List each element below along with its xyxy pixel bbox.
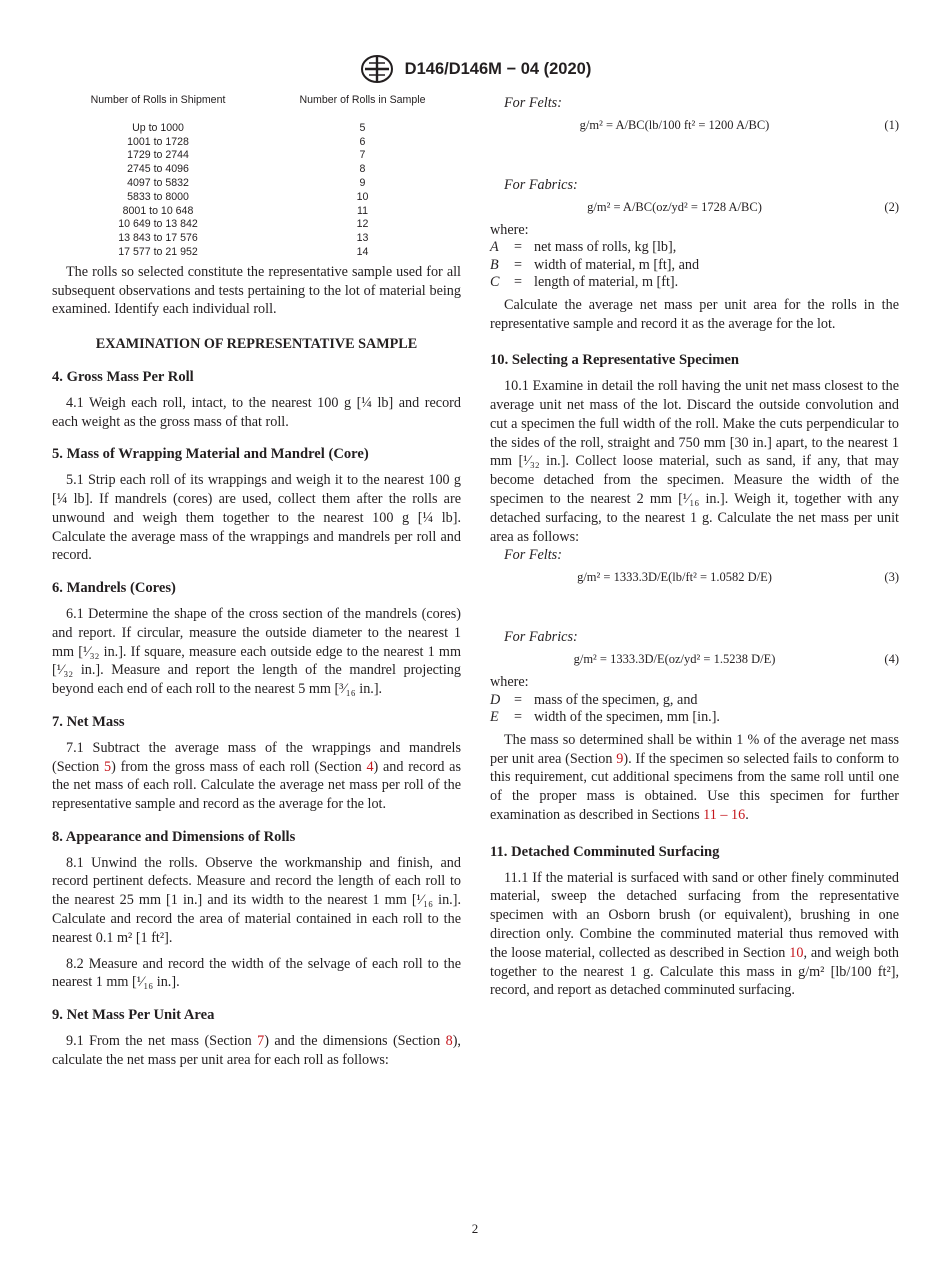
- section-4-title: 4. Gross Mass Per Roll: [52, 368, 194, 385]
- table-row: 1729 to 2744 7: [127, 149, 366, 162]
- for-felts-label: For Felts:: [504, 95, 562, 111]
- for-fabrics-label: For Fabrics:: [504, 176, 578, 193]
- section-8-title: 8. Appearance and Dimensions of Rolls: [52, 828, 296, 845]
- section-11-title: 11. Detached Comminuted Surfacing: [490, 843, 720, 860]
- section-4-1: 4.1 Weigh each roll, intact, to the nearest 100 g [¼ lb] and record each weight as the gross mass of that roll.: [52, 394, 461, 430]
- left-column: [52, 94, 461, 1070]
- page-number: 2: [471, 1221, 479, 1236]
- section-11-1: 11.1 If the material is surfaced with sand or other finely comminuted material, sweep the detached surfacing from the representative specimen with an Osborn brush (or equivalent), brushing in one direction only. Combine the comminuted material thus removed with the loose material, collected as described in Section 10, and weigh both together to the nearest 1 g. Calculate this mass in g/m² [lb/100 ft²], record, and report as detached comminuted surfacing.: [490, 869, 899, 999]
- definition-d: D = mass of the specimen, g, and: [490, 691, 698, 708]
- section-8-link[interactable]: 8: [445, 1033, 453, 1050]
- table-row: 5833 to 8000 10: [127, 190, 369, 203]
- table-header-shipment: Number of Rolls in Shipment: [90, 94, 226, 106]
- section-4-link[interactable]: 4: [366, 758, 374, 775]
- table-row: 4097 to 5832 9: [127, 176, 366, 189]
- where-label-1: where:: [490, 221, 529, 238]
- section-5-title: 5. Mass of Wrapping Material and Mandrel (Core): [52, 446, 369, 463]
- equation-3-formula: g/m² = 1333.3D/E(lb/ft² = 1.0582 D/E): [577, 570, 772, 585]
- definition-a: A = net mass of rolls, kg [lb],: [490, 239, 677, 256]
- table-row: 8001 to 10 648 11: [122, 204, 368, 217]
- equation-4-formula: g/m² = 1333.3D/E(oz/yd² = 1.5238 D/E): [573, 652, 776, 667]
- definition-b: B = width of material, m [ft], and: [490, 256, 700, 273]
- equation-3: [490, 568, 899, 587]
- table-row: 17 577 to 21 952 14: [118, 245, 369, 258]
- section-5-link[interactable]: 5: [104, 758, 112, 775]
- astm-logo-icon: [359, 54, 395, 84]
- section-9-title: 9. Net Mass Per Unit Area: [52, 1007, 215, 1024]
- table-row: 10 649 to 13 842 12: [118, 218, 369, 231]
- section-9-1: 9.1 From the net mass (Section 7) and the dimensions (Section 8), calculate the net mass per unit area for each roll as follows:: [52, 1033, 461, 1068]
- calc-average-paragraph: Calculate the average net mass per unit area for the rolls in the representative sample and record it as the average for the lot.: [490, 296, 899, 332]
- section-8-1: 8.1 Unwind the rolls. Observe the workmanship and finish, and record pertinent defects. Measure and record the length of each roll to the nearest 25 mm [1 in.] and its width to the nearest 1 mm [¹⁄₁₆ in.]. Calculate and record the area of material contained in each roll to the nearest 0.1 m² [1 ft²].: [52, 854, 461, 946]
- equation-4-number: (4): [884, 652, 899, 667]
- table-header-sample: Number of Rolls in Sample: [299, 94, 426, 106]
- equation-2: [490, 198, 899, 217]
- section-5-1: 5.1 Strip each roll of its wrappings and weigh it to the nearest 100 g [¼ lb]. If mandrels (cores) are used, collect them after the rolls are unwound and weigh them together to the nearest 100 g [¼ lb]. Calculate the average mass of the wrappings and mandrels per roll and record.: [52, 472, 461, 564]
- definition-c: C = length of material, m [ft].: [490, 274, 679, 291]
- table-row: 1001 to 1728 6: [127, 135, 366, 148]
- section-6-title: 6. Mandrels (Cores): [52, 580, 176, 597]
- section-7-link[interactable]: 7: [257, 1033, 265, 1050]
- section-10-link[interactable]: 10: [789, 944, 804, 961]
- equation-1-number: (1): [884, 117, 899, 132]
- mass-within-paragraph: The mass so determined shall be within 1 % of the average net mass per unit area (Section 9). If the specimen so selected fails to conform to this requirement, cut additional specimens from the same roll until one of the proper mass is obtained. Use this specimen for further examination as described in Sections 11 – 16.: [490, 731, 899, 824]
- standard-id: D146/D146M − 04 (2020): [404, 59, 592, 78]
- equation-2-number: (2): [884, 199, 899, 214]
- table-row: Up to 1000 5: [132, 121, 366, 134]
- table-row: 2745 to 4096 8: [127, 163, 366, 176]
- section-8-2: 8.2 Measure and record the width of the selvage of each roll to the nearest 1 mm [¹⁄₁₆ in.].: [52, 955, 461, 991]
- sections-11-16-link[interactable]: 11 – 16: [703, 807, 746, 824]
- equation-4: [490, 650, 899, 669]
- section-10-title: 10. Selecting a Representative Specimen: [490, 352, 739, 369]
- section-7-1: 7.1 Subtract the average mass of the wrappings and mandrels (Section 5) from the gross mass of each roll (Section 4) and record as the net mass of each roll. Calculate the average net mass per roll of the representative sample and record as the average for the lot.: [52, 739, 461, 813]
- equation-1: [490, 116, 899, 135]
- rolls-sample-table: [52, 94, 461, 260]
- equation-1-formula: g/m² = A/BC(lb/100 ft² = 1200 A/BC): [579, 117, 770, 132]
- equation-2-formula: g/m² = A/BC(oz/yd² = 1728 A/BC): [587, 199, 762, 214]
- section-7-title: 7. Net Mass: [52, 713, 125, 730]
- section-10-1: 10.1 Examine in detail the roll having the unit net mass closest to the average unit net mass of the lot. Discard the outside convolution and cut a specimen the full width of the roll. Make the cuts perpendicular to the sides of the roll, straight and 750 mm [30 in.] apart, to the nearest 1 mm [¹⁄₃₂ in.]. Collect loose material, such as sand, if any, that may become detached from the specimen. Measure the width of the specimen to the nearest 2 mm [¹⁄₁₆ in.]. Weigh it, together with any detached surfacing, to the nearest 1 g. Calculate the net mass per unit area as follows:: [490, 378, 899, 545]
- examination-heading: EXAMINATION OF REPRESENTATIVE SAMPLE: [95, 336, 418, 353]
- section-6-1: 6.1 Determine the shape of the cross section of the mandrels (cores) and report. If circular, measure the outside diameter to the nearest 1 mm [¹⁄₃₂ in.]. If square, measure each outside edge to the nearest 1 mm [¹⁄₃₂ in.]. Measure and report the length of the mandrel projecting beyond each end of each roll to the nearest 5 mm [³⁄₁₆ in.].: [52, 605, 461, 698]
- where-label-2: where:: [490, 674, 529, 691]
- page-header: [0, 54, 950, 84]
- for-fabrics-label-2: For Fabrics:: [504, 629, 578, 646]
- equation-3-number: (3): [884, 570, 899, 585]
- for-felts-label-2: For Felts:: [504, 547, 562, 564]
- definition-e: E = width of the specimen, mm [in.].: [490, 709, 720, 726]
- rolls-selected-paragraph: The rolls so selected constitute the representative sample used for all subsequent observations and tests pertaining to the lot of material being examined. Identify each individual roll.: [52, 263, 461, 318]
- section-9-link[interactable]: 9: [616, 750, 624, 767]
- table-row: 13 843 to 17 576 13: [118, 232, 369, 245]
- right-column: [490, 94, 899, 1000]
